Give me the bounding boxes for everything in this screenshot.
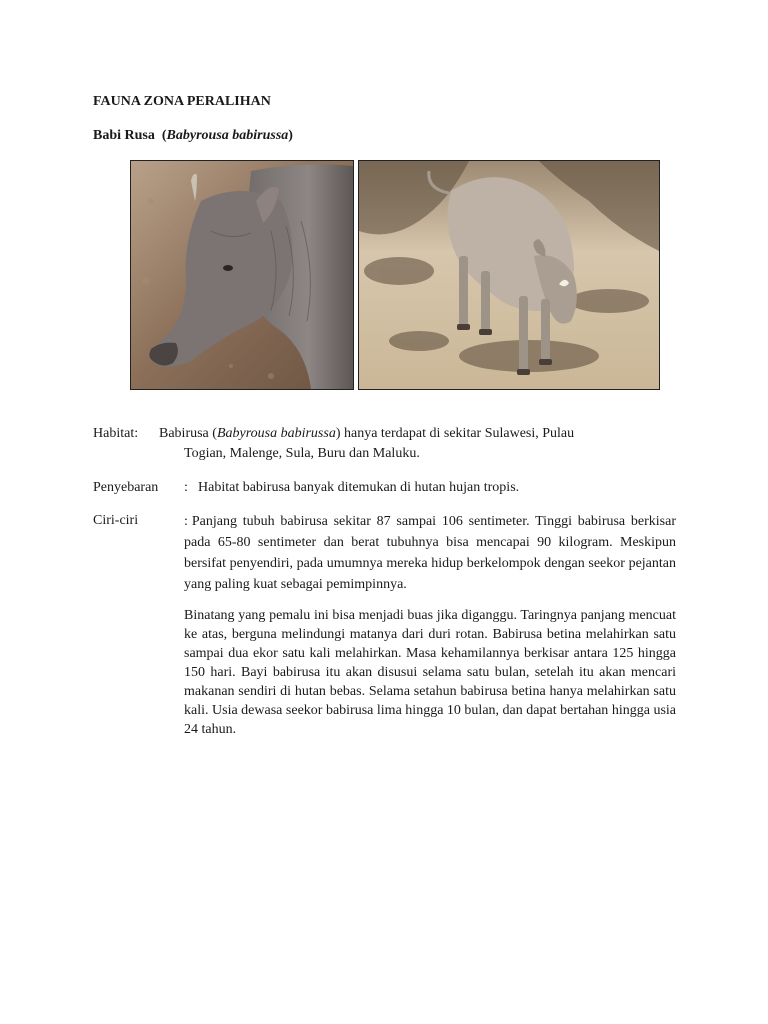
ciri-ciri-text <box>184 511 676 595</box>
animal-subtitle <box>93 128 293 144</box>
habitat-text-after: ) hanya terdapat di sekitar Sulawesi, Pulau <box>335 426 575 441</box>
penyebaran-text: Habitat babirusa banyak ditemukan di hutan hujan tropis. <box>198 480 520 495</box>
penyebaran-colon: : <box>184 480 188 495</box>
animal-scientific-name: Babyrousa babirussa <box>166 128 289 143</box>
habitat-scientific-name: Babyrousa babirussa <box>216 426 336 441</box>
ciri-ciri-body: Panjang tubuh babirusa sekitar 87 sampai 106 sentimeter. Tinggi babirusa berkisar pada 65-80 sentimeter dan berat tubuhnya bisa mencapai 90 kilogram. Meskipun bersifat penyendiri, pada umumnya mereka hidup berkelompok dengan seekor pejantan yang paling kuat sebagai pemimpinnya. <box>184 514 676 592</box>
babirusa-head-photo <box>130 160 354 390</box>
habitat-label: Habitat: <box>93 426 139 441</box>
ciri-ciri-colon: : <box>184 514 188 529</box>
penyebaran-label: Penyebaran <box>93 480 159 495</box>
habitat-continuation: Togian, Malenge, Sula, Buru dan Maluku. <box>184 446 420 461</box>
document-title: FAUNA ZONA PERALIHAN <box>93 94 271 109</box>
habitat-text <box>159 424 676 444</box>
babirusa-standing-illustration <box>359 161 659 389</box>
subtitle-open-paren: ( <box>161 128 167 143</box>
babirusa-head-illustration <box>131 161 353 389</box>
description-paragraph: Binatang yang pemalu ini bisa menjadi buas jika diganggu. Taringnya panjang mencuat ke atas, berguna melindungi matanya dari duri rotan. Babirusa betina melahirkan satu sampai dua ekor satu kali melahirkan. Masa kehamilannya berkisar antara 125 hingga 150 hari. Bayi babirusa itu akan disusui selama satu bulan, setelah itu akan mencari makanan sendiri di hutan bebas. Selama setahun babirusa betina hanya melahirkan satu kali. Usia dewasa seekor babirusa lima hingga 10 bulan, dan dapat bertahan hingga usia 24 tahun. <box>184 608 676 737</box>
habitat-text-before: Babirusa ( <box>159 426 217 441</box>
subtitle-close-paren: ) <box>288 128 293 143</box>
babirusa-standing-photo <box>358 160 660 390</box>
animal-common-name: Babi Rusa <box>93 128 155 143</box>
ciri-ciri-label: Ciri-ciri <box>93 513 139 528</box>
